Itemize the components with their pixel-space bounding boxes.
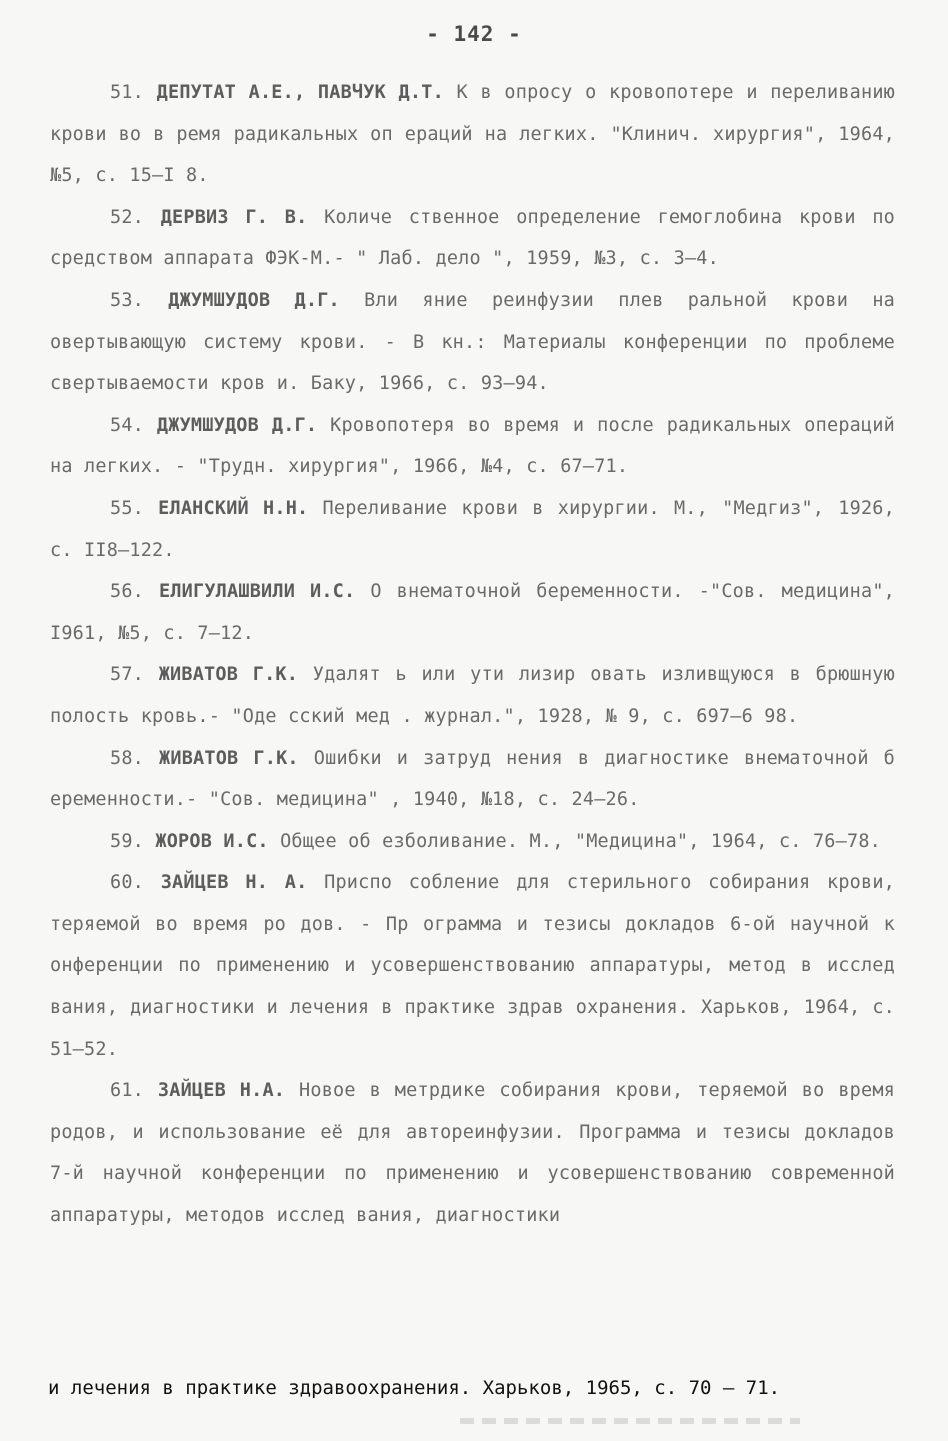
bibliography-entry: [50, 280, 895, 405]
bibliography-entry: [50, 1070, 895, 1236]
entry-author: ЕЛАНСКИЙ Н.Н.: [158, 497, 309, 519]
entry-text: Вли яние реинфузии плев ральной крови на овертывающую систему крови. - В кн.: Материалы конференции по проблеме свертываемости кров и. Баку, 1966, с. 93–94.: [50, 289, 896, 395]
bibliography-entry: [50, 862, 895, 1070]
bibliography-entry: [50, 654, 895, 737]
entry-author: ДЖУМШУДОВ Д.Г.: [156, 414, 318, 436]
bibliography-entry: [50, 405, 895, 488]
page-number: - 142 -: [426, 22, 522, 46]
entry-author: ЗАЙЦЕВ Н. А.: [160, 872, 308, 894]
bibliography-entry: [50, 488, 895, 571]
entry-number: 54.: [110, 414, 145, 436]
entry-author: ДЕРВИЗ Г. В.: [160, 206, 308, 228]
entry-author: ДЕПУТАТ А.Е., ПАВЧУК Д.Т.: [156, 82, 444, 103]
entry-text: Количе ственное определение гемоглобина крови по средством аппарата ФЭК-М.- " Лаб. дело ", 1959, №3, с. 3–4.: [50, 206, 896, 270]
entry-number: 55.: [110, 497, 145, 519]
entry-text: К в опросу о кровопотере и переливанию крови во в ремя радикальных оп ераций на легких. "Клинич. хирургия", 1964, №5, с. 15–I 8.: [50, 82, 896, 187]
entry-text: Удалят ь или ути лизир овать изливщуюся в брюшную полость кровь.- "Оде сский мед . журнал.", 1928, № 9, с. 697–6 98.: [50, 664, 895, 727]
entry-text: Переливание крови в хирургии. М., "Медгиз", 1926, с. II8–122.: [50, 497, 895, 561]
entry-author: ЖИВАТОВ Г.К.: [159, 747, 299, 769]
bibliography-entry: [50, 738, 895, 821]
entry-text: Общее об езболивание. М., "Медицина", 1964, с. 76–78.: [268, 830, 881, 852]
entry-number: 61.: [110, 1080, 145, 1102]
entry-continuation-line: и лечения в практике здравоохранения. Харьков, 1965, с. 70 – 71.: [48, 1377, 781, 1399]
entry-number: 59.: [110, 830, 145, 852]
entry-author: ДЖУМШУДОВ Д.Г.: [168, 289, 340, 311]
entry-number: 51.: [110, 82, 145, 103]
faint-trailing-text: [460, 1418, 800, 1424]
entry-author: ЕЛИГУЛАШВИЛИ И.С.: [158, 581, 356, 603]
entry-text: Ошибки и затруд нения в диагностике внематочной б еременности.- "Сов. медицина" , 1940, №18, с. 24–26.: [50, 747, 895, 811]
entry-number: 52.: [110, 206, 145, 228]
entry-number: 58.: [110, 747, 145, 769]
entry-text: Кровопотеря во время и после радикальных операций на легких. - "Трудн. хирургия", 1966, №4, с. 67–71.: [50, 414, 896, 478]
entry-number: 56.: [110, 581, 145, 603]
bibliography-entry: [50, 72, 895, 197]
entry-text: Новое в метрдике собирания крови, теряемой во время родов, и использование её для автореинфузии. Программа и тезисы докладов 7-й научной конференции по применению и усовершенствованию современной аппаратуры, методов исслед вания, диагностики: [50, 1080, 896, 1227]
entry-text: Приспо собление для стерильного собирания крови, теряемой во время ро дов. - Пр ограмма и тезисы докладов 6-ой научной к онференции по применению и усовершенствованию аппаратуры, метод в исслед вания, диагностики и лечения в практике здрав охранения. Харьков, 1964, с. 51–52.: [50, 872, 896, 1060]
entry-author: ЗАЙЦЕВ Н.А.: [157, 1080, 286, 1102]
bibliography-entry: [50, 821, 895, 863]
entry-number: 53.: [110, 289, 145, 311]
entry-author: ЖОРОВ И.С.: [155, 830, 269, 852]
bibliography-list: [50, 72, 895, 1237]
entry-author: ЖИВАТОВ Г.К.: [158, 664, 299, 686]
entry-number: 60.: [110, 872, 145, 894]
entry-number: 57.: [110, 664, 145, 686]
bibliography-entry: [50, 197, 895, 280]
bibliography-entry: [50, 571, 895, 654]
entry-text: О внематочной беременности. -"Сов. медицина", I961, №5, с. 7–12.: [50, 581, 896, 644]
